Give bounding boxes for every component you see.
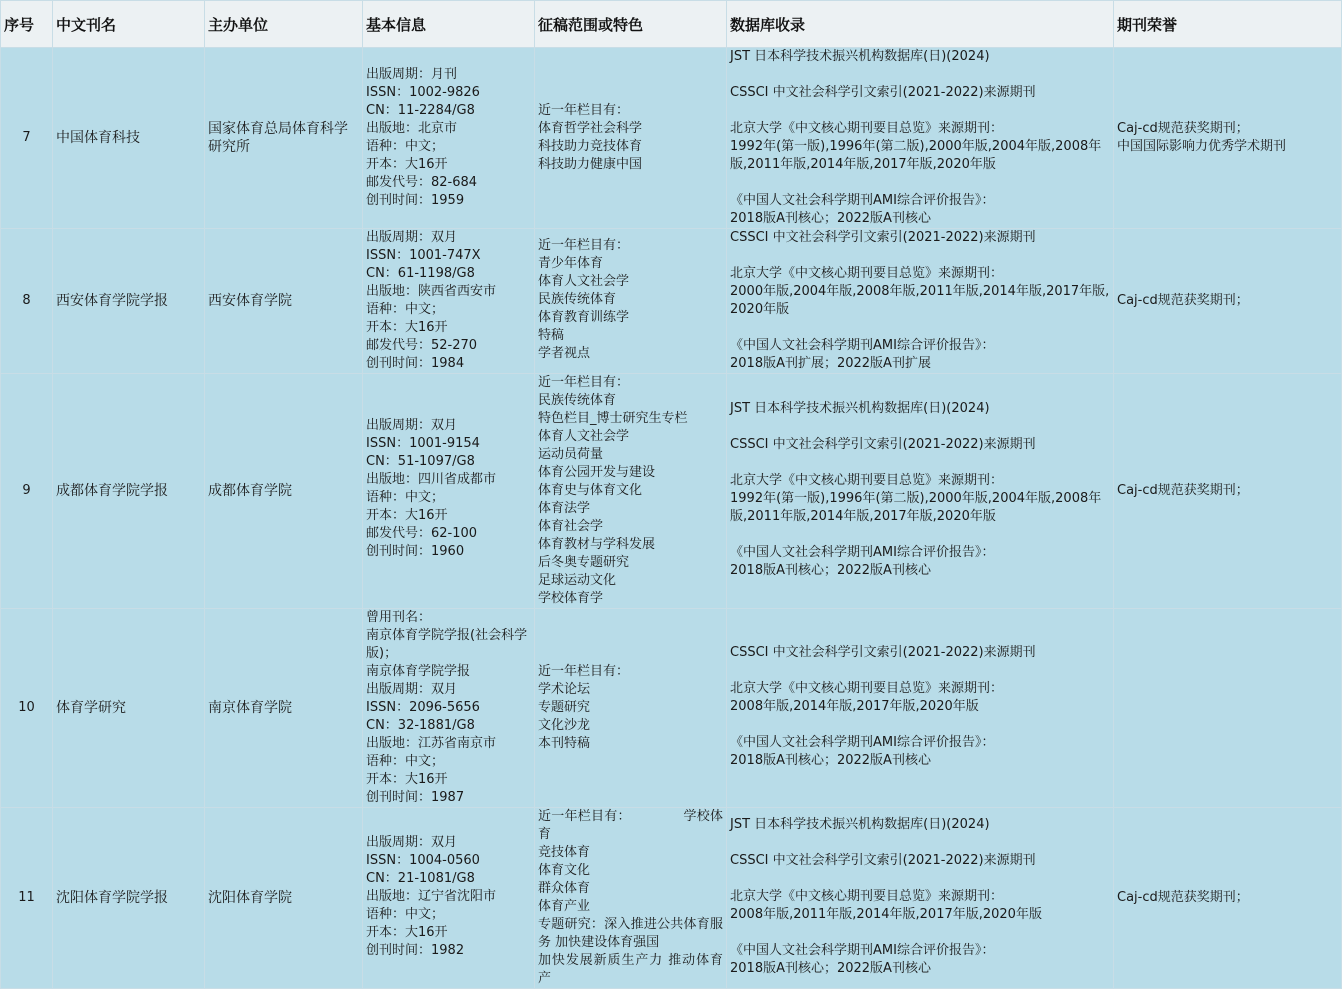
- cell-honors: Caj-cd规范获奖期刊； 中国国际影响力优秀学术期刊: [1114, 48, 1342, 229]
- cell-database: CSSCI 中文社会科学引文索引(2021-2022)来源期刊 北京大学《中文核心期刊要目总览》来源期刊： 2000年版,2004年版,2008年版,2011年版,2014年版,2017年版,2020年版 《中国人文社会科学期刊AMI综合评价报告》： 2018版A刊扩展；2022版A刊扩展: [727, 229, 1114, 374]
- cell-organizer: 南京体育学院: [205, 609, 363, 808]
- cell-basic-info: 曾用刊名： 南京体育学院学报(社会科学版)； 南京体育学院学报 出版周期：双月 ISSN：2096-5656 CN：32-1881/G8 出版地：江苏省南京市 语种：中文； 开本：大16开 创刊时间：1987: [363, 609, 535, 808]
- header-scope: 征稿范围或特色: [535, 1, 727, 48]
- cell-journal-name: 中国体育科技: [53, 48, 205, 229]
- cell-seq: 7: [1, 48, 53, 229]
- cell-organizer: 沈阳体育学院: [205, 808, 363, 989]
- cell-journal-name: 西安体育学院学报: [53, 229, 205, 374]
- cell-scope: 近一年栏目有： 体育哲学社会科学 科技助力竞技体育 科技助力健康中国: [535, 48, 727, 229]
- header-organizer: 主办单位: [205, 1, 363, 48]
- table-row: [1, 48, 1342, 229]
- cell-seq: 9: [1, 374, 53, 609]
- cell-honors: Caj-cd规范获奖期刊；: [1114, 808, 1342, 989]
- cell-journal-name: 沈阳体育学院学报: [53, 808, 205, 989]
- cell-organizer: 国家体育总局体育科学研究所: [205, 48, 363, 229]
- cell-honors: Caj-cd规范获奖期刊；: [1114, 229, 1342, 374]
- cell-scope: 近一年栏目有： 民族传统体育 特色栏目_博士研究生专栏 体育人文社会学 运动员荷量 体育公园开发与建设 体育史与体育文化 体育法学 体育社会学 体育教材与学科发展 后冬奥专题研究 足球运动文化 学校体育学: [535, 374, 727, 609]
- cell-basic-info: 出版周期：双月 ISSN：1001-747X CN：61-1198/G8 出版地：陕西省西安市 语种：中文； 开本：大16开 邮发代号：52-270 创刊时间：1984: [363, 229, 535, 374]
- cell-basic-info: 出版周期：双月 ISSN：1001-9154 CN：51-1097/G8 出版地：四川省成都市 语种：中文； 开本：大16开 邮发代号：62-100 创刊时间：1960: [363, 374, 535, 609]
- header-database: 数据库收录: [727, 1, 1114, 48]
- cell-database: JST 日本科学技术振兴机构数据库(日)(2024) CSSCI 中文社会科学引文索引(2021-2022)来源期刊 北京大学《中文核心期刊要目总览》来源期刊： 1992年(第一版),1996年(第二版),2000年版,2004年版,2008年版,2011年版,2014年版,2017年版,2020年版 《中国人文社会科学期刊AMI综合评价报告》： 2018版A刊核心；2022版A刊核心: [727, 374, 1114, 609]
- header-honors: 期刊荣誉: [1114, 1, 1342, 48]
- header-journal-name: 中文刊名: [53, 1, 205, 48]
- table-row: [1, 374, 1342, 609]
- cell-honors: [1114, 609, 1342, 808]
- cell-seq: 8: [1, 229, 53, 374]
- cell-honors: Caj-cd规范获奖期刊；: [1114, 374, 1342, 609]
- cell-basic-info: 出版周期：月刊 ISSN：1002-9826 CN：11-2284/G8 出版地：北京市 语种：中文； 开本：大16开 邮发代号：82-684 创刊时间：1959: [363, 48, 535, 229]
- header-basic-info: 基本信息: [363, 1, 535, 48]
- cell-seq: 11: [1, 808, 53, 989]
- cell-database: JST 日本科学技术振兴机构数据库(日)(2024) CSSCI 中文社会科学引文索引(2021-2022)来源期刊 北京大学《中文核心期刊要目总览》来源期刊： 2008年版,2011年版,2014年版,2017年版,2020年版 《中国人文社会科学期刊AMI综合评价报告》： 2018版A刊核心；2022版A刊核心: [727, 808, 1114, 989]
- cell-journal-name: 成都体育学院学报: [53, 374, 205, 609]
- cell-scope: 近一年栏目有： 学校体育 竞技体育 体育文化 群众体育 体育产业 专题研究：深入推进公共体育服务 加快建设体育强国 加快发展新质生产力 推动体育产: [535, 808, 727, 989]
- table-row: [1, 229, 1342, 374]
- cell-organizer: 成都体育学院: [205, 374, 363, 609]
- cell-database: CSSCI 中文社会科学引文索引(2021-2022)来源期刊 北京大学《中文核心期刊要目总览》来源期刊： 2008年版,2014年版,2017年版,2020年版 《中国人文社会科学期刊AMI综合评价报告》： 2018版A刊核心；2022版A刊核心: [727, 609, 1114, 808]
- cell-basic-info: 出版周期：双月 ISSN：1004-0560 CN：21-1081/G8 出版地：辽宁省沈阳市 语种：中文； 开本：大16开 创刊时间：1982: [363, 808, 535, 989]
- cell-journal-name: 体育学研究: [53, 609, 205, 808]
- header-seq: 序号: [1, 1, 53, 48]
- table-row: [1, 808, 1342, 989]
- cell-database: JST 日本科学技术振兴机构数据库(日)(2024) CSSCI 中文社会科学引文索引(2021-2022)来源期刊 北京大学《中文核心期刊要目总览》来源期刊： 1992年(第一版),1996年(第二版),2000年版,2004年版,2008年版,2011年版,2014年版,2017年版,2020年版 《中国人文社会科学期刊AMI综合评价报告》： 2018版A刊核心；2022版A刊核心: [727, 48, 1114, 229]
- cell-organizer: 西安体育学院: [205, 229, 363, 374]
- cell-seq: 10: [1, 609, 53, 808]
- table-row: [1, 609, 1342, 808]
- cell-scope: 近一年栏目有： 学术论坛 专题研究 文化沙龙 本刊特稿: [535, 609, 727, 808]
- cell-scope: 近一年栏目有： 青少年体育 体育人文社会学 民族传统体育 体育教育训练学 特稿 学者视点: [535, 229, 727, 374]
- header-row: [1, 1, 1342, 48]
